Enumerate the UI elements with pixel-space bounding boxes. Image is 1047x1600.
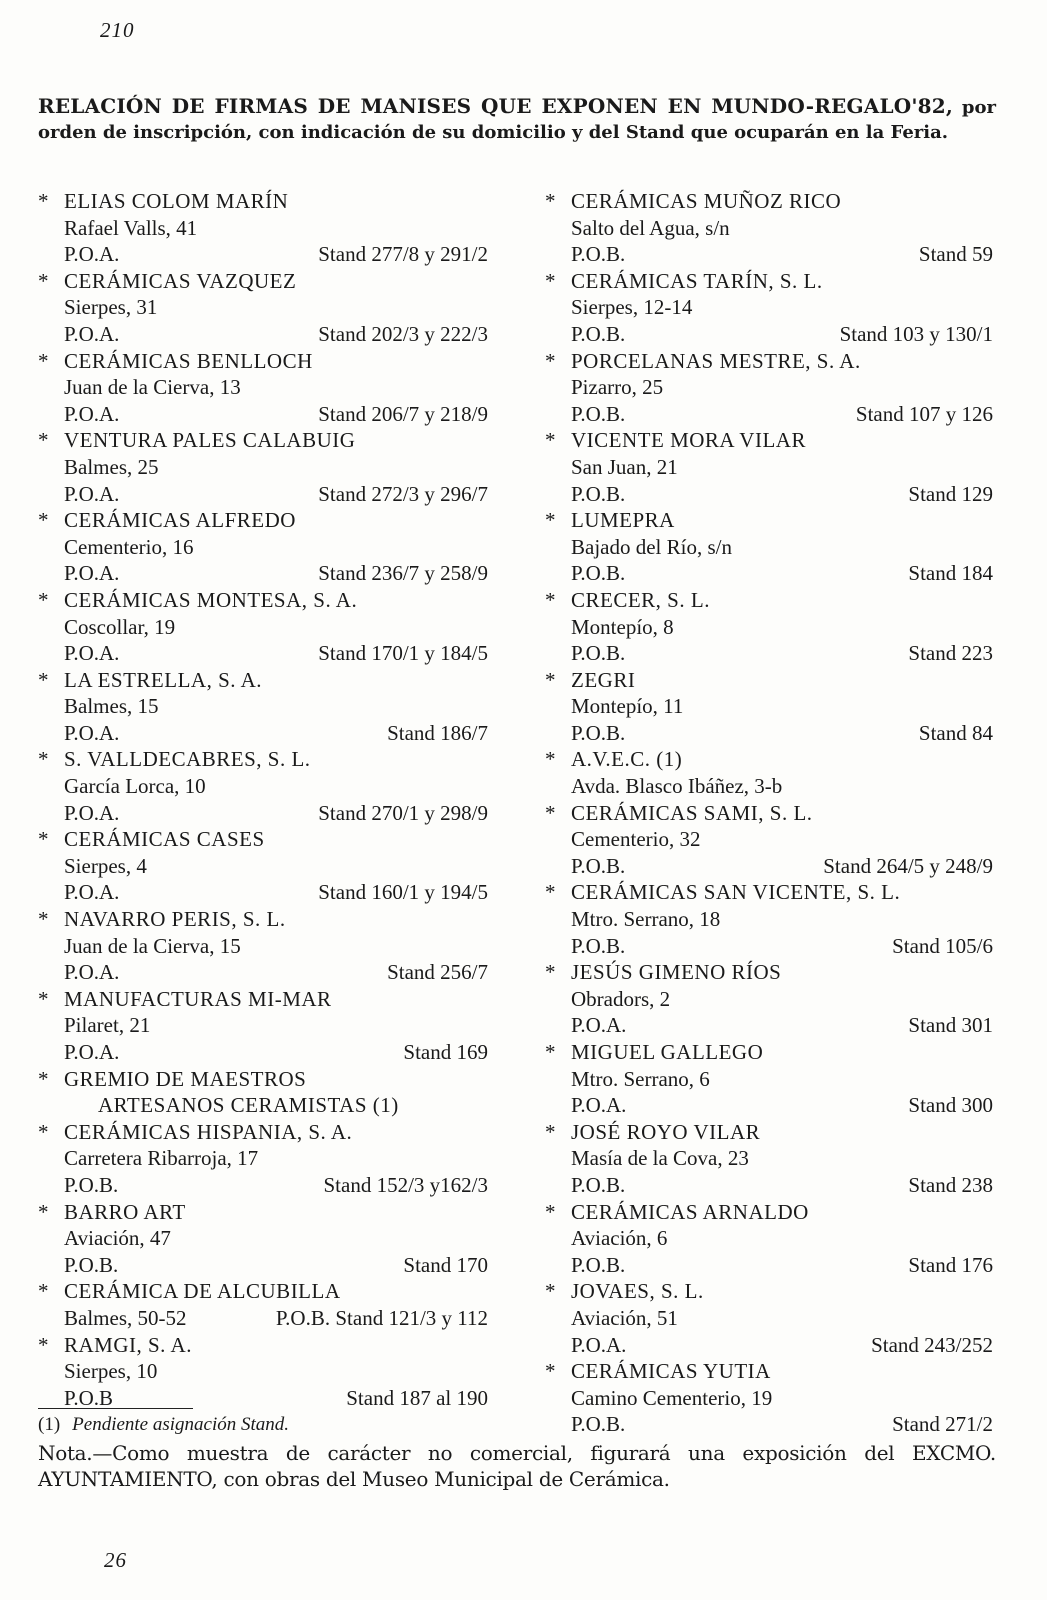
exhibitor-address: Aviación, 47 (64, 1226, 171, 1251)
exhibitor-entry (38, 348, 488, 428)
bullet-asterisk-icon: * (38, 428, 49, 453)
exhibitor-name: ELIAS COLOM MARÍN (64, 189, 289, 213)
exhibitor-stand: Stand 202/3 y 222/3 (318, 321, 488, 346)
exhibitor-name: ZEGRI (571, 667, 636, 692)
exhibitor-code-stand-line (545, 241, 993, 268)
exhibitor-code-stand-line (38, 401, 488, 428)
exhibitor-name-line (38, 986, 488, 1013)
exhibitor-name: GREMIO DE MAESTROS (64, 1066, 307, 1091)
exhibitor-name-line (38, 1278, 488, 1305)
exhibitor-address: Sierpes, 4 (64, 853, 147, 878)
exhibitor-stand: Stand 103 y 130/1 (839, 321, 993, 346)
exhibitor-stand: Stand 270/1 y 298/9 (318, 800, 488, 825)
exhibitor-code: P.O.B (64, 1385, 114, 1410)
exhibitor-code-stand-line (38, 481, 488, 508)
exhibitor-address: Juan de la Cierva, 13 (64, 375, 241, 400)
exhibitor-code-stand-line (545, 853, 993, 880)
exhibitor-code-stand-line (38, 640, 488, 667)
bullet-asterisk-icon: * (545, 587, 556, 612)
exhibitor-code: P.O.B. (571, 481, 626, 506)
exhibitor-stand: Stand 107 y 126 (855, 401, 993, 426)
exhibitor-name-line (545, 800, 993, 827)
nota-paragraph (38, 1440, 996, 1492)
exhibitor-address-stand-line (38, 1305, 488, 1332)
exhibitor-code-stand-line (545, 1012, 993, 1039)
exhibitor-entry (38, 1199, 488, 1279)
exhibitor-entry (545, 268, 993, 348)
exhibitor-entry (38, 986, 488, 1066)
exhibitor-stand: Stand 272/3 y 296/7 (318, 481, 488, 506)
exhibitor-code: P.O.B. (571, 1412, 626, 1437)
exhibitor-code: P.O.A. (64, 321, 120, 346)
exhibitor-name: CERÁMICAS ALFREDO (64, 508, 296, 533)
exhibitor-code-stand-line (545, 1411, 993, 1438)
exhibitor-stand: Stand 301 (908, 1013, 993, 1038)
exhibitor-stand: Stand 300 (908, 1093, 993, 1118)
exhibitor-address: Sierpes, 10 (64, 1359, 158, 1384)
bullet-asterisk-icon: * (545, 508, 556, 533)
exhibitor-code: P.O.B. (571, 321, 626, 346)
bullet-asterisk-icon: * (38, 268, 49, 293)
heading-title: RELACIÓN DE FIRMAS DE MANISES QUE EXPONEN EN MUNDO-REGALO'82, (38, 94, 954, 118)
exhibitor-name: CERÁMICAS VAZQUEZ (64, 268, 297, 293)
exhibitor-address: Sierpes, 12-14 (571, 295, 693, 320)
exhibitor-code: P.O.B. (571, 401, 626, 426)
bullet-asterisk-icon: * (38, 1119, 49, 1144)
exhibitor-entry (38, 1066, 488, 1119)
page-number-bottom: 26 (104, 1548, 127, 1572)
exhibitor-name-line (545, 427, 993, 454)
exhibitor-code: P.O.B. (571, 933, 626, 958)
exhibitor-name-line (545, 268, 993, 295)
bullet-asterisk-icon: * (545, 800, 556, 825)
exhibitor-name-line (545, 1119, 993, 1146)
bullet-asterisk-icon: * (38, 587, 49, 612)
exhibitor-code: P.O.B. (571, 720, 626, 745)
bullet-asterisk-icon: * (38, 667, 49, 692)
exhibitor-name-line (545, 879, 993, 906)
exhibitor-code-stand-line (545, 933, 993, 960)
exhibitor-stand: Stand 105/6 (892, 933, 993, 958)
exhibitor-name-line (545, 587, 993, 614)
exhibitor-entry (545, 800, 993, 880)
exhibitor-code: P.O.A. (64, 800, 120, 825)
exhibitor-name-line (545, 1278, 993, 1305)
bullet-asterisk-icon: * (38, 189, 49, 213)
exhibitor-name: MIGUEL GALLEGO (571, 1040, 764, 1064)
bullet-asterisk-icon: * (38, 907, 49, 932)
exhibitor-entry (38, 268, 488, 348)
exhibitor-entry (545, 667, 993, 747)
exhibitor-stand: Stand 170/1 y 184/5 (318, 641, 488, 666)
nota-label: Nota. (38, 1441, 93, 1465)
exhibitor-code-stand-line (38, 1252, 488, 1279)
exhibitor-stand: Stand 121/3 y 112 (335, 1305, 488, 1330)
exhibitor-address: Mtro. Serrano, 18 (571, 907, 721, 932)
exhibitor-code: P.O.A. (64, 1040, 120, 1064)
bullet-asterisk-icon: * (545, 1199, 556, 1224)
exhibitor-name: PORCELANAS MESTRE, S. A. (571, 348, 861, 373)
exhibitor-entry (545, 427, 993, 507)
exhibitor-entry (545, 959, 993, 1039)
exhibitor-name: VENTURA PALES CALABUIG (64, 428, 356, 453)
page-number-top: 210 (100, 18, 135, 42)
exhibitor-name: CERÁMICAS CASES (64, 827, 265, 852)
exhibitor-entry (38, 507, 488, 587)
exhibitor-name: MANUFACTURAS MI-MAR (64, 986, 332, 1011)
exhibitor-name: A.V.E.C. (1) (571, 747, 683, 772)
exhibitor-stand: Stand 160/1 y 194/5 (318, 880, 488, 905)
bullet-asterisk-icon: * (545, 960, 556, 985)
exhibitor-code: P.O.A. (571, 1332, 627, 1357)
exhibitor-code-stand-line (38, 959, 488, 986)
exhibitor-stand: Stand 84 (918, 720, 993, 745)
exhibitor-stand: Stand 184 (908, 561, 993, 586)
exhibitor-name: RAMGI, S. A. (64, 1332, 192, 1357)
exhibitor-address: Aviación, 6 (571, 1226, 668, 1251)
exhibitor-entry (38, 1278, 488, 1331)
exhibitor-name-line (545, 1199, 993, 1226)
exhibitor-code-stand-line (38, 879, 488, 906)
exhibitor-entry (38, 188, 488, 268)
exhibitor-code: P.O.B. (275, 1305, 331, 1330)
exhibitor-name-line (38, 667, 488, 694)
exhibitor-name: JESÚS GIMENO RÍOS (571, 960, 782, 985)
exhibitor-stand: Stand 186/7 (387, 720, 488, 745)
exhibitor-stand: Stand 238 (908, 1172, 993, 1197)
exhibitor-name-line (38, 1119, 488, 1146)
exhibitor-code-stand-line (38, 321, 488, 348)
exhibitor-address: Bajado del Río, s/n (571, 534, 732, 559)
bullet-asterisk-icon: * (38, 1066, 49, 1091)
bullet-asterisk-icon: * (38, 1279, 49, 1304)
exhibitor-stand: Stand 243/252 (871, 1332, 993, 1357)
exhibitor-code: P.O.A. (64, 561, 120, 586)
exhibitor-name-line (38, 1199, 488, 1226)
exhibitor-code-stand (276, 1305, 488, 1332)
exhibitor-address: Aviación, 51 (571, 1305, 678, 1330)
exhibitor-name-line (38, 188, 488, 215)
bullet-asterisk-icon: * (545, 747, 556, 772)
exhibitor-entry (545, 188, 993, 268)
exhibitor-name: LA ESTRELLA, S. A. (64, 667, 263, 692)
exhibitor-code-stand-line (38, 720, 488, 747)
exhibitor-stand: Stand 236/7 y 258/9 (318, 561, 488, 586)
exhibitor-name-line (38, 826, 488, 853)
exhibitor-name: CERÁMICAS BENLLOCH (64, 348, 313, 373)
exhibitor-code: P.O.B. (571, 561, 626, 586)
bullet-asterisk-icon: * (38, 986, 49, 1011)
exhibitor-entry (545, 348, 993, 428)
exhibitor-name: LUMEPRA (571, 508, 675, 533)
exhibitor-name-line (38, 268, 488, 295)
exhibitor-entry (545, 1278, 993, 1358)
exhibitor-entry (38, 826, 488, 906)
exhibitor-stand: Stand 277/8 y 291/2 (318, 242, 488, 267)
footnote-text: Pendiente asignación Stand. (72, 1414, 290, 1435)
exhibitor-name: CERÁMICAS SAMI, S. L. (571, 800, 813, 825)
exhibitor-address: Juan de la Cierva, 15 (64, 933, 241, 958)
exhibitor-name-continuation: ARTESANOS CERAMISTAS (1) (98, 1093, 399, 1118)
exhibitor-name-line (545, 188, 993, 215)
exhibitor-stand: Stand 271/2 (892, 1412, 993, 1437)
bullet-asterisk-icon: * (545, 268, 556, 293)
exhibitor-entry (545, 879, 993, 959)
exhibitor-name: JOVAES, S. L. (571, 1279, 704, 1304)
exhibitor-name-line (38, 427, 488, 454)
exhibitor-code-stand-line (545, 1252, 993, 1279)
exhibitor-code-stand-line (38, 241, 488, 268)
exhibitor-name-line (545, 507, 993, 534)
exhibitor-code-stand-line (38, 1172, 488, 1199)
exhibitor-name-line (38, 587, 488, 614)
exhibitor-stand: Stand 256/7 (387, 960, 488, 985)
exhibitor-code: P.O.A. (64, 880, 120, 905)
exhibitor-stand: Stand 170 (403, 1252, 488, 1277)
exhibitor-name-line (545, 1039, 993, 1066)
exhibitor-code: P.O.A. (64, 960, 120, 985)
bullet-asterisk-icon: * (545, 1119, 556, 1144)
exhibitor-name: CERÁMICAS TARÍN, S. L. (571, 268, 823, 293)
exhibitor-address: Balmes, 15 (64, 694, 159, 719)
bullet-asterisk-icon: * (38, 747, 49, 772)
exhibitor-name-line (38, 1332, 488, 1359)
bullet-asterisk-icon: * (545, 428, 556, 453)
exhibitor-code: P.O.A. (64, 481, 120, 506)
exhibitor-code-stand-line (545, 321, 993, 348)
exhibitor-address: Balmes, 50-52 (64, 1305, 187, 1330)
exhibitor-stand: Stand 264/5 y 248/9 (823, 853, 993, 878)
exhibitor-name-line (38, 906, 488, 933)
footnote (38, 1414, 289, 1436)
bullet-asterisk-icon: * (545, 667, 556, 692)
exhibitor-name: JOSÉ ROYO VILAR (571, 1119, 761, 1144)
exhibitor-entry (545, 1199, 993, 1279)
footnote-marker: (1) (38, 1414, 61, 1435)
footnote-divider (38, 1408, 193, 1409)
bullet-asterisk-icon: * (545, 348, 556, 373)
exhibitor-code: P.O.B. (64, 1252, 119, 1277)
exhibitor-entry (38, 667, 488, 747)
bullet-asterisk-icon: * (545, 1359, 556, 1384)
exhibitor-code: P.O.B. (571, 242, 626, 267)
exhibitor-name: BARRO ART (64, 1199, 186, 1224)
exhibitor-name: CERÁMICAS HISPANIA, S. A. (64, 1119, 353, 1144)
exhibitor-name-line (545, 1358, 993, 1385)
exhibitor-stand: Stand 176 (908, 1252, 993, 1277)
exhibitor-entry (38, 746, 488, 826)
exhibitor-code-stand-line (38, 1039, 488, 1066)
exhibitor-address: García Lorca, 10 (64, 774, 206, 799)
exhibitor-name-line (38, 746, 488, 773)
exhibitor-name: S. VALLDECABRES, S. L. (64, 747, 311, 772)
bullet-asterisk-icon: * (545, 1040, 556, 1064)
exhibitor-address: Balmes, 25 (64, 454, 159, 479)
exhibitor-address: Rafael Valls, 41 (64, 215, 198, 240)
exhibitor-address: Masía de la Cova, 23 (571, 1146, 749, 1171)
exhibitor-stand: Stand 206/7 y 218/9 (318, 401, 488, 426)
exhibitor-name: VICENTE MORA VILAR (571, 428, 806, 453)
right-column (545, 188, 993, 1438)
exhibitor-address: Carretera Ribarroja, 17 (64, 1146, 259, 1171)
exhibitor-entry (545, 1358, 993, 1438)
exhibitor-name: CRECER, S. L. (571, 587, 710, 612)
exhibitor-code: P.O.A. (571, 1093, 627, 1118)
bullet-asterisk-icon: * (545, 189, 556, 213)
exhibitor-entry (38, 1119, 488, 1199)
exhibitor-entry (38, 427, 488, 507)
exhibitor-name-line (38, 507, 488, 534)
left-column (38, 188, 488, 1411)
exhibitor-stand: Stand 129 (908, 481, 993, 506)
exhibitor-code: P.O.A. (64, 641, 120, 666)
exhibitor-code-stand-line (38, 800, 488, 827)
nota-text: —Como muestra de carácter no comercial, figurará una exposición del EXCMO. AYUNTAMIENTO, con obras del Museo Municipal de Cerámica. (38, 1441, 996, 1491)
exhibitor-address: Camino Cementerio, 19 (571, 1385, 773, 1410)
exhibitor-entry (38, 1332, 488, 1412)
exhibitor-name-line (545, 746, 993, 773)
exhibitor-name: CERÁMICA DE ALCUBILLA (64, 1279, 341, 1304)
exhibitor-code: P.O.A. (64, 242, 120, 267)
exhibitor-name-line (545, 667, 993, 694)
exhibitor-address: Coscollar, 19 (64, 614, 176, 639)
exhibitor-code-stand-line (38, 560, 488, 587)
exhibitor-address: Cementerio, 32 (571, 827, 701, 852)
exhibitor-entry (545, 587, 993, 667)
exhibitor-entry (545, 1119, 993, 1199)
exhibitor-address: Obradors, 2 (571, 986, 671, 1011)
exhibitor-stand: Stand 59 (918, 242, 993, 267)
exhibitor-address: Mtro. Serrano, 6 (571, 1066, 710, 1091)
exhibitor-code-stand-line (545, 1092, 993, 1119)
exhibitor-code: P.O.B. (64, 1172, 119, 1197)
bullet-asterisk-icon: * (38, 508, 49, 533)
exhibitor-stand: Stand 223 (908, 641, 993, 666)
exhibitor-address: Salto del Agua, s/n (571, 215, 730, 240)
exhibitor-code-stand-line (545, 481, 993, 508)
exhibitor-code: P.O.B. (571, 641, 626, 666)
exhibitor-code-stand-line (545, 1332, 993, 1359)
exhibitor-code: P.O.A. (64, 401, 120, 426)
exhibitor-code-stand-line (545, 560, 993, 587)
exhibitor-address: San Juan, 21 (571, 454, 678, 479)
document-heading (38, 94, 996, 145)
exhibitor-name: CERÁMICAS YUTIA (571, 1359, 771, 1384)
exhibitor-code-stand-line (545, 720, 993, 747)
bullet-asterisk-icon: * (38, 827, 49, 852)
exhibitor-entry (545, 746, 993, 799)
exhibitor-entry (545, 507, 993, 587)
bullet-asterisk-icon: * (545, 880, 556, 905)
exhibitor-stand: Stand 187 al 190 (346, 1385, 488, 1410)
exhibitor-address: Pilaret, 21 (64, 1013, 151, 1038)
exhibitor-name: CERÁMICAS MUÑOZ RICO (571, 189, 842, 213)
exhibitor-address: Montepío, 11 (571, 694, 684, 719)
bullet-asterisk-icon: * (38, 348, 49, 373)
exhibitor-code: P.O.B. (571, 1172, 626, 1197)
exhibitor-name: NAVARRO PERIS, S. L. (64, 907, 286, 932)
exhibitor-address: Montepío, 8 (571, 614, 674, 639)
exhibitor-name-line (38, 348, 488, 375)
exhibitor-address: Cementerio, 16 (64, 534, 194, 559)
exhibitor-code: P.O.B. (571, 853, 626, 878)
exhibitor-code: P.O.A. (64, 720, 120, 745)
exhibitor-name-line (545, 959, 993, 986)
exhibitor-address: Pizarro, 25 (571, 375, 664, 400)
exhibitor-name-line (38, 1066, 488, 1093)
exhibitor-code-stand-line (545, 1172, 993, 1199)
exhibitor-entry (38, 587, 488, 667)
exhibitor-code-stand-line (545, 401, 993, 428)
exhibitor-code-stand-line (545, 640, 993, 667)
bullet-asterisk-icon: * (38, 1332, 49, 1357)
exhibitor-name: CERÁMICAS MONTESA, S. A. (64, 587, 358, 612)
exhibitor-name: CERÁMICAS ARNALDO (571, 1199, 809, 1224)
exhibitor-name: CERÁMICAS SAN VICENTE, S. L. (571, 880, 901, 905)
exhibitor-address: Sierpes, 31 (64, 295, 158, 320)
bullet-asterisk-icon: * (545, 1279, 556, 1304)
exhibitor-code: P.O.A. (571, 1013, 627, 1038)
exhibitor-code: P.O.B. (571, 1252, 626, 1277)
bullet-asterisk-icon: * (38, 1199, 49, 1224)
exhibitor-stand: Stand 152/3 y162/3 (323, 1172, 488, 1197)
heading-subtitle: por orden de inscripción, con indicación de su domicilio y del Stand que ocuparán en la Feria. (38, 97, 996, 143)
exhibitor-entry (545, 1039, 993, 1119)
exhibitor-entry (38, 906, 488, 986)
exhibitor-address: Avda. Blasco Ibáñez, 3-b (571, 774, 783, 799)
exhibitor-name-line (545, 348, 993, 375)
exhibitor-stand: Stand 169 (403, 1040, 488, 1064)
